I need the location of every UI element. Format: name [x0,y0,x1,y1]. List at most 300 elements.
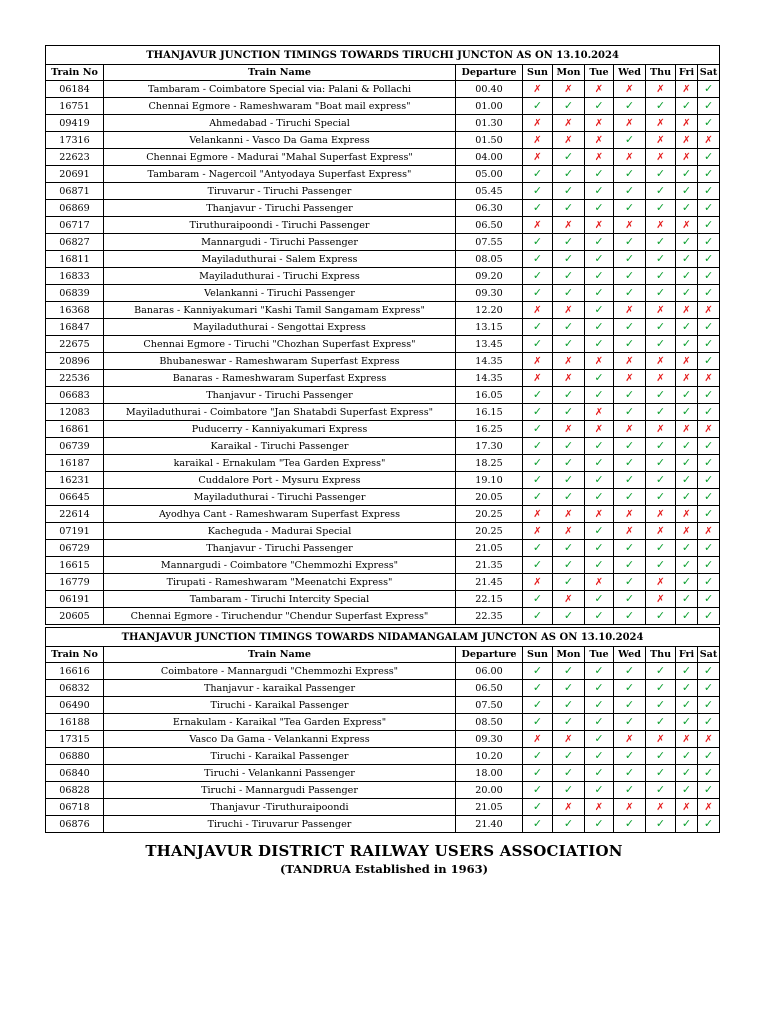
cross-icon: ✗ [704,372,713,384]
check-icon: ✓ [532,817,543,830]
check-icon: ✓ [703,320,714,333]
day-cell-tue [585,472,614,489]
table-row [46,540,720,557]
day-cell-sat [698,353,720,370]
cross-icon: ✗ [594,508,604,520]
cross-icon: ✗ [564,355,573,367]
day-cell-tue [585,132,614,149]
cross-icon: ✗ [682,304,691,316]
col-header-wed: Wed [614,65,646,81]
day-cell-thu [646,353,676,370]
check-icon: ✓ [563,558,574,571]
day-cell-thu [646,166,676,183]
train-name-cell: Mayiladuthurai - Tiruchi Express [104,268,456,285]
train-no-cell: 17316 [46,132,104,149]
train-no-cell: 06869 [46,200,104,217]
cross-icon: ✗ [594,134,604,146]
day-cell-tue [585,404,614,421]
check-icon: ✓ [532,388,543,401]
day-cell-mon [553,455,585,472]
check-icon: ✓ [681,698,692,711]
table-row [46,680,720,697]
cross-icon: ✗ [625,151,634,163]
table-row [46,574,720,591]
day-cell-sat [698,472,720,489]
table-row [46,748,720,765]
day-cell-mon [553,663,585,680]
cross-icon: ✗ [656,83,665,95]
check-icon: ✓ [563,405,574,418]
day-cell-thu [646,697,676,714]
day-cell-sun [523,765,553,782]
day-cell-sat [698,251,720,268]
train-no-cell: 06490 [46,697,104,714]
day-cell-thu [646,799,676,816]
day-cell-tue [585,149,614,166]
check-icon: ✓ [681,592,692,605]
check-icon: ✓ [703,116,714,129]
check-icon: ✓ [624,252,635,265]
check-icon: ✓ [655,609,666,622]
day-cell-mon [553,81,585,98]
day-cell-sun [523,115,553,132]
day-cell-thu [646,438,676,455]
cross-icon: ✗ [625,733,634,745]
cross-icon: ✗ [682,83,691,95]
departure-cell: 13.45 [456,336,523,353]
table-row [46,183,720,200]
cross-icon: ✗ [533,372,542,384]
check-icon: ✓ [655,664,666,677]
tiruchi-timetable [45,45,720,625]
day-cell-tue [585,748,614,765]
departure-cell: 01.50 [456,132,523,149]
check-icon: ✓ [681,286,692,299]
cross-icon: ✗ [594,576,604,588]
table-row [46,489,720,506]
check-icon: ✓ [532,286,543,299]
cross-icon: ✗ [656,355,665,367]
day-cell-sun [523,387,553,404]
day-cell-thu [646,234,676,251]
cross-icon: ✗ [564,304,573,316]
check-icon: ✓ [703,664,714,677]
cross-icon: ✗ [594,219,604,231]
day-cell-wed [614,285,646,302]
check-icon: ✓ [703,592,714,605]
cross-icon: ✗ [656,372,665,384]
train-no-cell: 22536 [46,370,104,387]
day-cell-tue [585,387,614,404]
day-cell-sat [698,132,720,149]
departure-cell: 08.50 [456,714,523,731]
day-cell-wed [614,591,646,608]
col-header-fri: Fri [676,647,698,663]
check-icon: ✓ [594,320,604,333]
day-cell-fri [676,183,698,200]
day-cell-fri [676,506,698,523]
check-icon: ✓ [624,609,635,622]
day-cell-tue [585,540,614,557]
train-name-cell: Tiruchi - Karaikal Passenger [104,697,456,714]
day-cell-sat [698,782,720,799]
check-icon: ✓ [594,664,604,677]
table-row [46,438,720,455]
day-cell-mon [553,765,585,782]
day-cell-thu [646,81,676,98]
check-icon: ✓ [594,783,604,796]
train-name-cell: Mayiladuthurai - Tiruchi Passenger [104,489,456,506]
table-row [46,387,720,404]
day-cell-tue [585,455,614,472]
cross-icon: ✗ [533,576,542,588]
check-icon: ✓ [681,167,692,180]
check-icon: ✓ [703,150,714,163]
cross-icon: ✗ [533,134,542,146]
check-icon: ✓ [594,592,604,605]
association-subtitle: (TANDRUA Established in 1963) [279,862,489,876]
check-icon: ✓ [624,817,635,830]
day-cell-tue [585,217,614,234]
train-no-cell: 06840 [46,765,104,782]
check-icon: ✓ [594,303,604,316]
check-icon: ✓ [681,473,692,486]
cross-icon: ✗ [704,134,713,146]
day-cell-tue [585,251,614,268]
day-cell-tue [585,302,614,319]
day-cell-fri [676,336,698,353]
check-icon: ✓ [703,817,714,830]
table-row [46,370,720,387]
check-icon: ✓ [655,541,666,554]
day-cell-sun [523,421,553,438]
day-cell-sun [523,697,553,714]
departure-cell: 21.45 [456,574,523,591]
day-cell-wed [614,387,646,404]
check-icon: ✓ [624,698,635,711]
cross-icon: ✗ [594,801,604,813]
check-icon: ✓ [681,766,692,779]
cross-icon: ✗ [682,134,691,146]
check-icon: ✓ [594,235,604,248]
day-cell-sat [698,608,720,625]
check-icon: ✓ [563,320,574,333]
day-cell-thu [646,183,676,200]
departure-cell: 17.30 [456,438,523,455]
cross-icon: ✗ [533,355,542,367]
day-cell-thu [646,748,676,765]
check-icon: ✓ [655,783,666,796]
check-icon: ✓ [681,609,692,622]
table-row [46,302,720,319]
table-row [46,591,720,608]
check-icon: ✓ [624,286,635,299]
day-cell-fri [676,268,698,285]
check-icon: ✓ [563,252,574,265]
check-icon: ✓ [532,698,543,711]
day-cell-tue [585,336,614,353]
cross-icon: ✗ [656,117,665,129]
cross-icon: ✗ [682,423,691,435]
day-cell-mon [553,183,585,200]
day-cell-sat [698,183,720,200]
day-cell-thu [646,268,676,285]
day-cell-sun [523,336,553,353]
day-cell-thu [646,336,676,353]
day-cell-fri [676,438,698,455]
check-icon: ✓ [594,167,604,180]
cross-icon: ✗ [625,801,634,813]
departure-cell: 19.10 [456,472,523,489]
day-cell-tue [585,489,614,506]
cross-icon: ✗ [625,525,634,537]
table-row [46,663,720,680]
cross-icon: ✗ [594,406,604,418]
day-cell-sat [698,506,720,523]
check-icon: ✓ [594,524,604,537]
check-icon: ✓ [624,337,635,350]
check-icon: ✓ [703,405,714,418]
day-cell-sat [698,166,720,183]
day-cell-thu [646,132,676,149]
day-cell-tue [585,799,614,816]
departure-cell: 06.30 [456,200,523,217]
cross-icon: ✗ [594,423,604,435]
day-cell-wed [614,540,646,557]
day-cell-thu [646,302,676,319]
table-row [46,251,720,268]
check-icon: ✓ [703,201,714,214]
day-cell-fri [676,731,698,748]
check-icon: ✓ [681,456,692,469]
day-cell-fri [676,714,698,731]
day-cell-sat [698,557,720,574]
day-cell-thu [646,319,676,336]
check-icon: ✓ [703,609,714,622]
check-icon: ✓ [624,575,635,588]
day-cell-fri [676,523,698,540]
day-cell-fri [676,81,698,98]
day-cell-wed [614,557,646,574]
col-header-train-name: Train Name [104,65,456,81]
col-header-departure: Departure [456,65,523,81]
check-icon: ✓ [624,592,635,605]
day-cell-tue [585,319,614,336]
day-cell-wed [614,132,646,149]
day-cell-thu [646,472,676,489]
day-cell-sat [698,200,720,217]
check-icon: ✓ [703,575,714,588]
col-header-mon: Mon [553,65,585,81]
day-cell-wed [614,370,646,387]
day-cell-wed [614,251,646,268]
cross-icon: ✗ [625,508,634,520]
train-no-cell: 06839 [46,285,104,302]
check-icon: ✓ [563,817,574,830]
departure-cell: 09.30 [456,731,523,748]
cross-icon: ✗ [564,801,573,813]
train-name-cell: Mayiladuthurai - Coimbatore "Jan Shatabdi Superfast Express" [104,404,456,421]
check-icon: ✓ [681,715,692,728]
day-cell-tue [585,421,614,438]
cross-icon: ✗ [656,801,665,813]
check-icon: ✓ [703,473,714,486]
departure-cell: 09.20 [456,268,523,285]
cross-icon: ✗ [704,423,713,435]
check-icon: ✓ [624,558,635,571]
train-no-cell: 06828 [46,782,104,799]
day-cell-mon [553,438,585,455]
check-icon: ✓ [563,388,574,401]
cross-icon: ✗ [564,525,573,537]
day-cell-sun [523,302,553,319]
train-name-cell: Puducerry - Kanniyakumari Express [104,421,456,438]
day-cell-sat [698,370,720,387]
departure-cell: 00.40 [456,81,523,98]
day-cell-mon [553,697,585,714]
day-cell-fri [676,98,698,115]
departure-cell: 20.25 [456,506,523,523]
check-icon: ✓ [624,664,635,677]
table-row [46,336,720,353]
check-icon: ✓ [563,184,574,197]
check-icon: ✓ [703,558,714,571]
check-icon: ✓ [703,541,714,554]
day-cell-mon [553,557,585,574]
check-icon: ✓ [532,715,543,728]
check-icon: ✓ [532,184,543,197]
departure-cell: 18.00 [456,765,523,782]
cross-icon: ✗ [533,508,542,520]
day-cell-fri [676,748,698,765]
day-cell-sun [523,591,553,608]
check-icon: ✓ [594,817,604,830]
train-no-cell: 22675 [46,336,104,353]
departure-cell: 07.55 [456,234,523,251]
cross-icon: ✗ [625,355,634,367]
day-cell-tue [585,714,614,731]
check-icon: ✓ [624,473,635,486]
departure-cell: 20.25 [456,523,523,540]
cross-icon: ✗ [682,117,691,129]
check-icon: ✓ [624,490,635,503]
train-name-cell: Ayodhya Cant - Rameshwaram Superfast Express [104,506,456,523]
check-icon: ✓ [563,783,574,796]
check-icon: ✓ [532,558,543,571]
check-icon: ✓ [655,337,666,350]
check-icon: ✓ [563,99,574,112]
day-cell-sun [523,251,553,268]
day-cell-sun [523,438,553,455]
train-name-cell: Velankanni - Tiruchi Passenger [104,285,456,302]
day-cell-mon [553,731,585,748]
check-icon: ✓ [703,82,714,95]
check-icon: ✓ [655,388,666,401]
check-icon: ✓ [563,575,574,588]
day-cell-wed [614,319,646,336]
day-cell-fri [676,404,698,421]
train-no-cell: 09419 [46,115,104,132]
day-cell-thu [646,680,676,697]
day-cell-thu [646,149,676,166]
train-no-cell: 16615 [46,557,104,574]
day-cell-sat [698,336,720,353]
train-name-cell: Ahmedabad - Tiruchi Special [104,115,456,132]
day-cell-wed [614,782,646,799]
cross-icon: ✗ [564,83,573,95]
train-name-cell: Kacheguda - Madurai Special [104,523,456,540]
day-cell-wed [614,200,646,217]
departure-cell: 22.35 [456,608,523,625]
day-cell-tue [585,115,614,132]
col-header-departure: Departure [456,647,523,663]
table-row [46,268,720,285]
check-icon: ✓ [681,405,692,418]
day-cell-sat [698,302,720,319]
check-icon: ✓ [563,664,574,677]
check-icon: ✓ [563,715,574,728]
train-name-cell: Tiruvarur - Tiruchi Passenger [104,183,456,200]
day-cell-sat [698,285,720,302]
train-no-cell: 06645 [46,489,104,506]
col-header-mon: Mon [553,647,585,663]
day-cell-tue [585,438,614,455]
day-cell-thu [646,489,676,506]
departure-cell: 12.20 [456,302,523,319]
day-cell-sun [523,799,553,816]
table-row [46,217,720,234]
departure-cell: 16.05 [456,387,523,404]
departure-cell: 16.25 [456,421,523,438]
check-icon: ✓ [594,766,604,779]
departure-cell: 10.20 [456,748,523,765]
cross-icon: ✗ [533,525,542,537]
day-cell-sat [698,81,720,98]
check-icon: ✓ [532,473,543,486]
train-name-cell: Tambaram - Coimbatore Special via: Palani & Pollachi [104,81,456,98]
day-cell-fri [676,319,698,336]
day-cell-wed [614,489,646,506]
day-cell-tue [585,765,614,782]
train-name-cell: Mayiladuthurai - Salem Express [104,251,456,268]
train-name-cell: Tambaram - Tiruchi Intercity Special [104,591,456,608]
day-cell-fri [676,370,698,387]
day-cell-sat [698,234,720,251]
table-row [46,81,720,98]
day-cell-tue [585,200,614,217]
check-icon: ✓ [703,252,714,265]
day-cell-mon [553,816,585,833]
cross-icon: ✗ [594,355,604,367]
day-cell-tue [585,523,614,540]
day-cell-sun [523,680,553,697]
check-icon: ✓ [703,698,714,711]
train-name-cell: Thanjavur - Tiruchi Passenger [104,540,456,557]
check-icon: ✓ [655,558,666,571]
train-no-cell: 06729 [46,540,104,557]
day-cell-sun [523,663,553,680]
train-no-cell: 16231 [46,472,104,489]
day-cell-sat [698,523,720,540]
day-cell-sat [698,455,720,472]
day-cell-tue [585,353,614,370]
nidamangalam-timetable [45,627,720,833]
check-icon: ✓ [681,201,692,214]
train-name-cell: Thanjavur - Tiruchi Passenger [104,200,456,217]
check-icon: ✓ [624,405,635,418]
day-cell-thu [646,663,676,680]
col-header-thu: Thu [646,65,676,81]
